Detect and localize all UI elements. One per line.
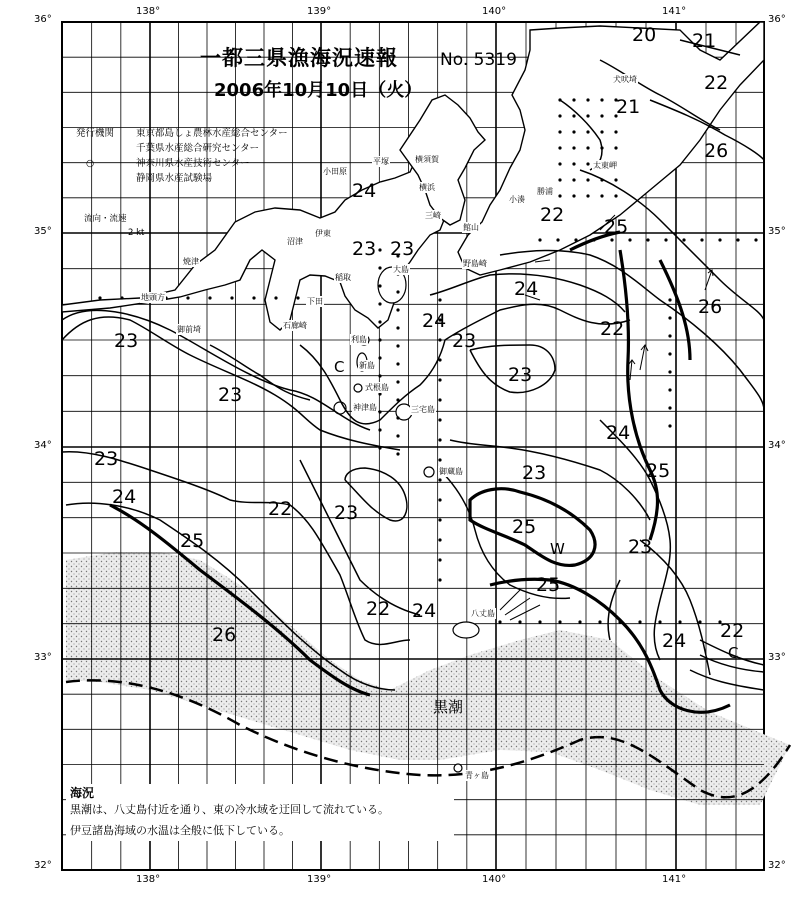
isotherm-label: 21 xyxy=(616,96,641,118)
place-miyakejima: 三宅島 xyxy=(411,405,435,414)
isotherm-label: 24 xyxy=(662,630,687,652)
kanagawa-circle-icon: ○ xyxy=(86,158,95,169)
place-odawara: 小田原 xyxy=(323,167,347,176)
place-nojimazaki: 野島崎 xyxy=(463,259,487,268)
isotherm-label: 23 xyxy=(522,462,547,484)
isotherm-label: 23 xyxy=(334,502,359,524)
agency-tokyo: 東京都島しょ農林水産総合センター xyxy=(136,128,288,139)
lat-right-32: 32° xyxy=(768,860,786,871)
place-yaizu: 焼津 xyxy=(183,257,199,266)
isotherm-label: 24 xyxy=(412,600,437,622)
mikura-island xyxy=(424,467,434,477)
place-yokosuka: 横須賀 xyxy=(415,155,439,164)
isotherm-label: 24 xyxy=(606,422,631,444)
issue-date: 2006年10月10日（火） xyxy=(214,80,423,101)
agencies-label: 発行機関 xyxy=(76,128,115,139)
place-shimoda: 下田 xyxy=(307,297,323,306)
flow-legend-label: 流向・流速 xyxy=(84,214,127,224)
isotherm-label: 25 xyxy=(536,574,561,596)
agency-kanagawa: 神奈川県水産技術センター xyxy=(136,158,250,169)
lat-left-32: 32° xyxy=(34,860,52,871)
sea-condition-notes xyxy=(66,784,454,841)
place-kominato: 小湊 xyxy=(509,195,525,204)
place-ito: 伊東 xyxy=(315,229,331,238)
place-inatori: 稲取 xyxy=(335,273,351,282)
isotherm-label: 22 xyxy=(366,598,391,620)
cold-water-marker: C xyxy=(728,644,739,662)
lon-top-139: 139° xyxy=(307,6,332,17)
isotherm-label: 22 xyxy=(540,204,565,226)
place-shikinejima: 式根島 xyxy=(365,383,389,392)
isotherm-label: 24 xyxy=(514,278,539,300)
isotherm-label: 22 xyxy=(600,318,625,340)
place-jitogata: 地頭方 xyxy=(141,293,165,302)
notes-line: 伊豆諸島海域の水温は全般に低下している。 xyxy=(70,824,290,837)
isotherm-label: 21 xyxy=(692,30,717,52)
flow-legend xyxy=(84,212,144,240)
isotherm-label: 23 xyxy=(628,536,653,558)
lat-right-36: 36° xyxy=(768,14,786,25)
place-niijima: 新島 xyxy=(359,361,375,370)
isotherm-label: 26 xyxy=(698,296,723,318)
isotherm-label: 22 xyxy=(268,498,293,520)
place-toshima: 利島 xyxy=(351,335,367,344)
shikine-island xyxy=(354,384,362,392)
place-mikurajima: 御蔵島 xyxy=(439,467,463,476)
place-omaezaki: 御前埼 xyxy=(177,325,201,334)
isotherm-label: 24 xyxy=(112,486,137,508)
lat-left-34: 34° xyxy=(34,440,52,451)
agency-chiba: 千葉県水産総合研究センター xyxy=(136,143,260,154)
isotherm-label: 22 xyxy=(704,72,729,94)
place-hiratsuka: 平塚 xyxy=(373,157,389,166)
lat-right-33: 33° xyxy=(768,652,786,663)
lat-right-34: 34° xyxy=(768,440,786,451)
lon-top-140: 140° xyxy=(482,6,507,17)
hachijo-island xyxy=(453,622,479,638)
notes-heading: 海況 xyxy=(70,786,95,800)
isotherm-label: 23 xyxy=(508,364,533,386)
page-title: 一都三県漁海況速報 xyxy=(200,46,398,70)
isotherm-label: 24 xyxy=(422,310,447,332)
cold-water-marker: C xyxy=(334,358,345,376)
place-kozushima: 神津島 xyxy=(353,403,377,412)
lat-left-33: 33° xyxy=(34,652,52,663)
flow-legend-speed: 2 kt xyxy=(128,228,145,238)
place-katsuura: 勝浦 xyxy=(537,187,553,196)
place-taitomisaki: 太東岬 xyxy=(593,161,617,170)
isotherm-label: 25 xyxy=(646,460,671,482)
isotherm-label: 23 xyxy=(452,330,477,352)
lon-top-138: 138° xyxy=(136,6,161,17)
issue-number: No. 5319 xyxy=(440,50,517,70)
isotherm-label: 25 xyxy=(180,530,205,552)
isotherm-label: 23 xyxy=(114,330,139,352)
place-misaki: 三崎 xyxy=(425,211,441,220)
place-tateyama: 館山 xyxy=(463,223,479,232)
lon-bottom-139: 139° xyxy=(307,874,332,885)
place-numazu: 沼津 xyxy=(287,237,303,246)
isotherm-label: 24 xyxy=(352,180,377,202)
place-oshima: 大島 xyxy=(393,265,409,274)
isotherm-label: 25 xyxy=(604,216,629,238)
isotherm-label: 25 xyxy=(512,516,537,538)
lat-left-36: 36° xyxy=(34,14,52,25)
isotherm-label: 26 xyxy=(704,140,729,162)
lat-right-35: 35° xyxy=(768,226,786,237)
isotherm-label: 23 xyxy=(218,384,243,406)
isotherm-label: 23 xyxy=(94,448,119,470)
lon-bottom-141: 141° xyxy=(662,874,687,885)
kuroshio-label: 黒潮 xyxy=(433,698,464,716)
agency-shizuoka: 静岡県水産試験場 xyxy=(136,173,213,184)
place-hachijojima: 八丈島 xyxy=(471,609,495,618)
isotherm-label: 23 xyxy=(390,238,415,260)
lon-top-141: 141° xyxy=(662,6,687,17)
warm-water-marker: W xyxy=(550,540,565,558)
isotherm-label: 22 xyxy=(720,620,745,642)
publishing-agencies xyxy=(76,126,288,186)
lon-bottom-138: 138° xyxy=(136,874,161,885)
place-aogashima: 青ヶ島 xyxy=(465,771,489,780)
lat-left-35: 35° xyxy=(34,226,52,237)
isotherm-label: 20 xyxy=(632,24,657,46)
place-irozaki: 石廊崎 xyxy=(283,321,307,330)
aoga-island xyxy=(454,764,462,772)
isotherm-label: 26 xyxy=(212,624,237,646)
isotherm-label: 23 xyxy=(352,238,377,260)
lon-bottom-140: 140° xyxy=(482,874,507,885)
place-inubosaki: 犬吠埼 xyxy=(613,75,637,84)
notes-line: 黒潮は、八丈島付近を通り、東の冷水域を迂回して流れている。 xyxy=(70,802,389,816)
place-yokohama: 横浜 xyxy=(419,183,435,192)
